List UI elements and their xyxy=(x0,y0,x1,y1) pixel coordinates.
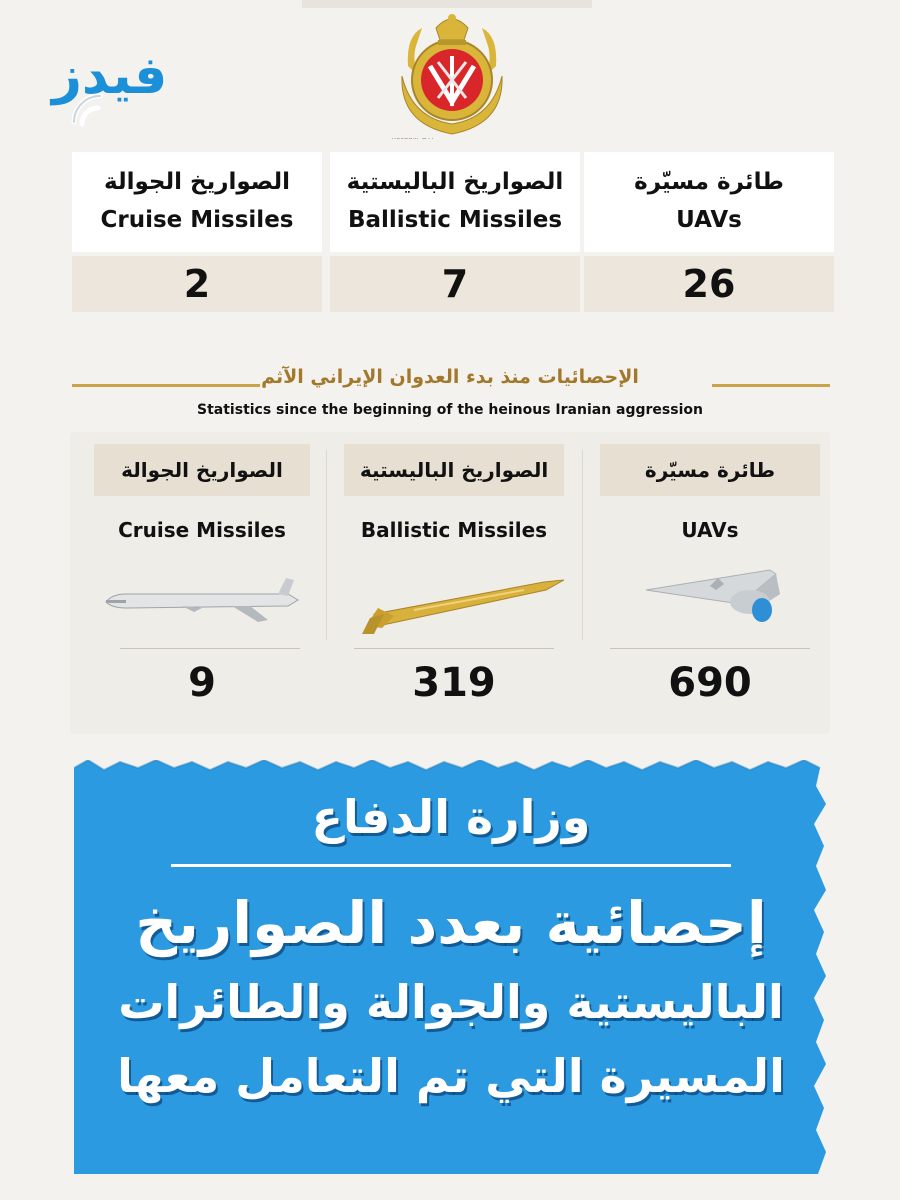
total-stat-label-en: Ballistic Missiles xyxy=(360,518,548,542)
banner-subline-1: الباليستية والجوالة والطائرات xyxy=(118,975,784,1029)
label-ar: الصواريخ الجوالة xyxy=(104,169,290,195)
daily-stat-label xyxy=(584,152,834,252)
emblem-caption xyxy=(392,138,512,139)
cruise-missile-icon xyxy=(82,564,322,640)
daily-stat-label xyxy=(330,152,580,252)
daily-stat-uavs xyxy=(584,152,834,312)
total-stat-value: 319 xyxy=(412,660,496,706)
total-stat-label-ar: الصواريخ الجوالة xyxy=(94,444,310,496)
army-emblem-icon xyxy=(392,6,512,142)
label-en: Cruise Missiles xyxy=(100,207,294,233)
column-divider xyxy=(582,450,583,640)
column-divider xyxy=(326,450,327,640)
daily-stat-ballistic xyxy=(330,152,580,312)
total-stat-value: 690 xyxy=(668,660,752,706)
banner-text xyxy=(86,760,816,1174)
value-divider xyxy=(610,648,810,649)
label-ar: طائرة مسيّرة xyxy=(634,169,784,195)
stat-value: 26 xyxy=(584,256,834,312)
section-title-ar: الإحصائيات منذ بدء العدوان الإيراني الآثم xyxy=(261,366,639,388)
total-stat-label-en: UAVs xyxy=(681,518,739,542)
banner-headline: إحصائية بعدد الصواريخ xyxy=(135,889,767,957)
label-en: Ballistic Missiles xyxy=(347,207,563,233)
total-stat-label-en: Cruise Missiles xyxy=(118,518,286,542)
total-stat-label-ar: طائرة مسيّرة xyxy=(600,444,820,496)
banner-divider xyxy=(171,864,731,867)
banner-subline-2: المسيرة التي تم التعامل معها xyxy=(117,1049,785,1103)
daily-stat-cruise xyxy=(72,152,322,312)
stat-value: 7 xyxy=(330,256,580,312)
banner-ministry: وزارة الدفاع xyxy=(311,790,591,844)
daily-stat-label xyxy=(72,152,322,252)
brand-name: فيدز xyxy=(52,46,168,106)
label-en: UAVs xyxy=(676,207,742,233)
label-ar: الصواريخ الباليستية xyxy=(346,169,564,195)
value-divider xyxy=(354,648,554,649)
total-stat-value: 9 xyxy=(188,660,216,706)
value-divider xyxy=(120,648,300,649)
drone-icon xyxy=(590,564,830,640)
section-title-en: Statistics since the beginning of the heinous Iranian aggression xyxy=(197,402,703,418)
total-stat-label-ar: الصواريخ الباليستية xyxy=(344,444,564,496)
ballistic-missile-icon xyxy=(334,564,574,640)
stat-value: 2 xyxy=(72,256,322,312)
